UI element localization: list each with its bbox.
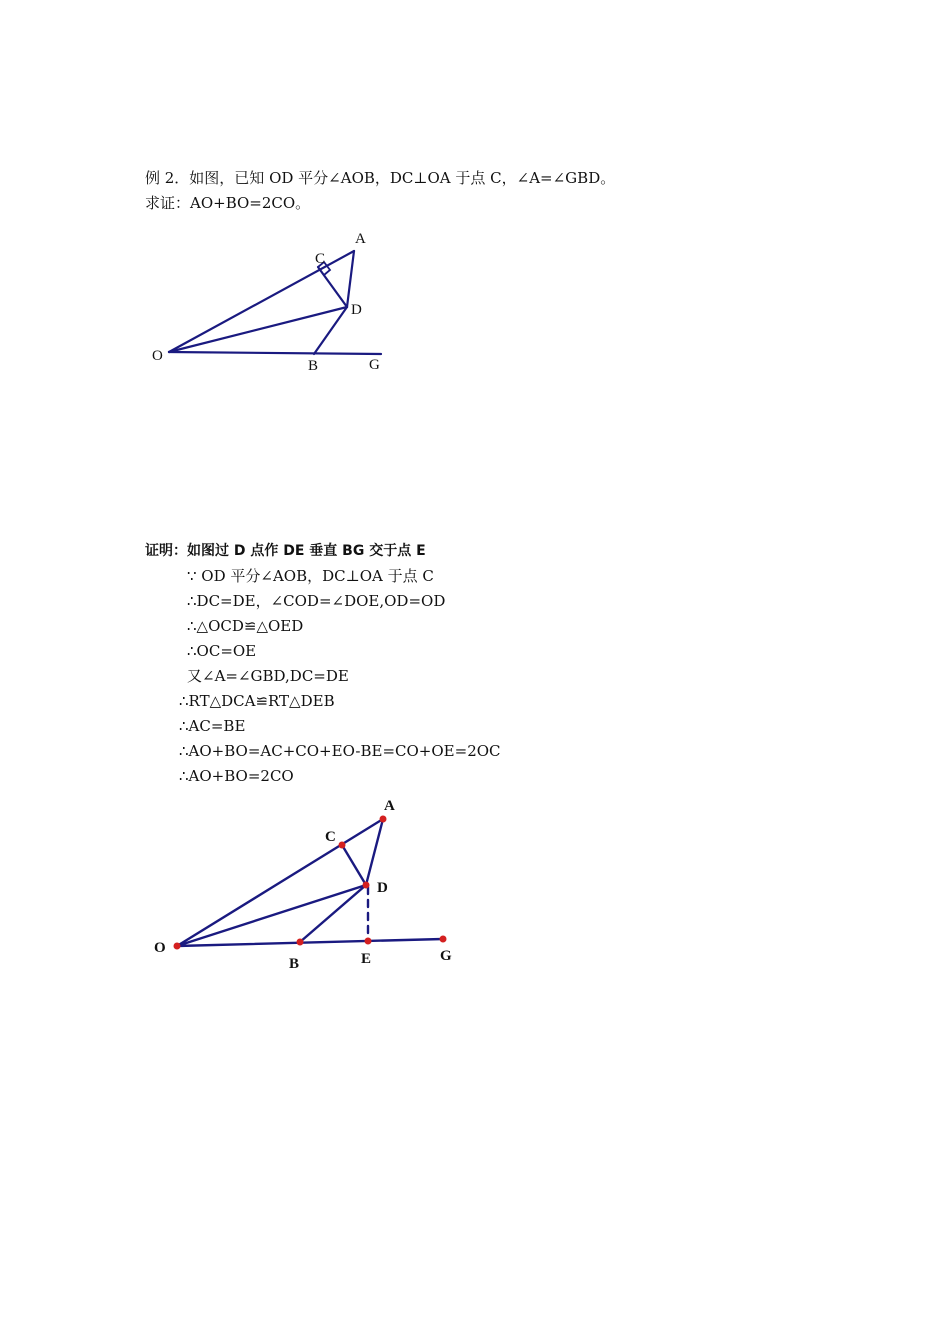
segment-CD <box>342 845 366 885</box>
problem-line-2: 求证：AO+BO=2CO。 <box>145 194 311 212</box>
proof-heading: 证明：如图过 D 点作 DE 垂直 BG 交于点 E <box>145 543 426 559</box>
label-O: O <box>154 940 166 956</box>
label-B: B <box>289 956 300 972</box>
point-D <box>363 882 370 889</box>
proof-step-9: ∴AO+BO=2CO <box>179 767 294 785</box>
proof-step-2: ∴DC=DE，∠COD=∠DOE,OD=OD <box>187 592 446 610</box>
label-C: C <box>325 829 336 845</box>
proof-step-3: ∴△OCD≌△OED <box>187 617 304 635</box>
point-G <box>440 936 447 943</box>
segment-OD <box>177 885 366 946</box>
problem-line-1: 例 2．如图，已知 OD 平分∠AOB，DC⊥OA 于点 C，∠A=∠GBD。 <box>145 169 616 187</box>
proof-step-7: ∴AC=BE <box>179 717 246 735</box>
segment-OA <box>177 819 383 946</box>
label-E: E <box>361 951 372 967</box>
label-G: G <box>440 948 452 964</box>
proof-step-4: ∴OC=OE <box>187 642 257 660</box>
label-O: O <box>152 348 163 364</box>
label-A: A <box>384 798 395 814</box>
label-A: A <box>355 231 366 247</box>
segment-OG <box>177 939 443 946</box>
label-D: D <box>377 880 388 896</box>
proof-step-5: 又∠A=∠GBD,DC=DE <box>187 667 349 685</box>
point-O <box>174 943 181 950</box>
label-D: D <box>351 302 362 318</box>
point-C <box>339 842 346 849</box>
point-E <box>365 938 372 945</box>
label-G: G <box>369 357 380 373</box>
point-A <box>380 816 387 823</box>
segment-DB <box>300 885 366 942</box>
label-B: B <box>308 358 319 374</box>
proof-step-8: ∴AO+BO=AC+CO+EO-BE=CO+OE=2OC <box>179 742 501 760</box>
proof-step-6: ∴RT△DCA≌RT△DEB <box>179 692 335 710</box>
proof-step-1: ∵ OD 平分∠AOB，DC⊥OA 于点 C <box>187 567 434 585</box>
label-C: C <box>315 251 326 267</box>
point-B <box>297 939 304 946</box>
